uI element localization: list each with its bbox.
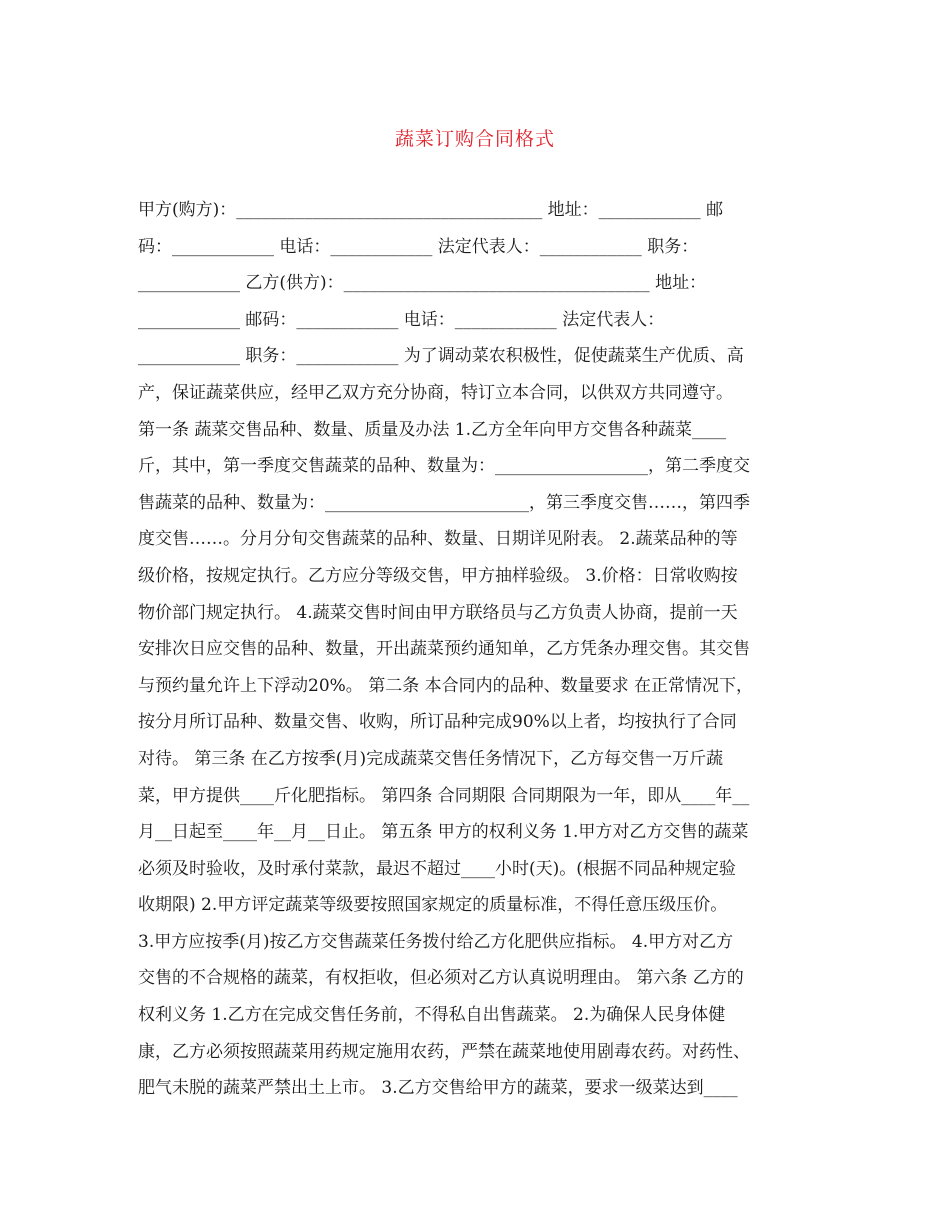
text-line: 级价格，按规定执行。乙方应分等级交售，甲方抽样验级。 3.价格：日常收购按 bbox=[138, 565, 738, 586]
text-line: ____________ 邮码：____________ 电话：____________ 法定代表人： bbox=[138, 309, 665, 330]
text-line: 菜，甲方提供____斤化肥指标。 第四条 合同期限 合同期限为一年，即从____年__ bbox=[138, 785, 750, 806]
text-line: 交售的不合规格的蔬菜，有权拒收，但必须对乙方认真说明理由。 第六条 乙方的 bbox=[138, 968, 744, 989]
document-body bbox=[138, 192, 800, 1107]
text-line: 产，保证蔬菜供应，经甲乙双方充分协商，特订立本合同，以供双方共同遵守。 bbox=[138, 382, 733, 403]
text-line: 度交售……。分月分旬交售蔬菜的品种、数量、日期详见附表。 2.蔬菜品种的等 bbox=[138, 529, 738, 550]
text-line: 安排次日应交售的品种、数量，开出蔬菜预约通知单，乙方凭条办理交售。其交售 bbox=[138, 639, 750, 660]
text-line: 与预约量允许上下浮动20%。 第二条 本合同内的品种、数量要求 在正常情况下， bbox=[138, 675, 753, 696]
text-line: ____________ 乙方(供方)：____________________________________ 地址： bbox=[138, 273, 707, 294]
text-line: 第一条 蔬菜交售品种、数量、质量及办法 1.乙方全年向甲方交售各种蔬菜____ bbox=[138, 419, 727, 440]
text-line: 物价部门规定执行。 4.蔬菜交售时间由甲方联络员与乙方负责人协商，提前一天 bbox=[138, 602, 738, 623]
text-line: 月__日起至____年__月__日止。 第五条 甲方的权利义务 1.甲方对乙方交售的蔬菜 bbox=[138, 822, 749, 843]
text-line: 3.甲方应按季(月)按乙方交售蔬菜任务拨付给乙方化肥供应指标。 4.甲方对乙方 bbox=[138, 931, 734, 952]
text-line: 码：____________ 电话：____________ 法定代表人：____________ 职务： bbox=[138, 236, 699, 257]
text-line: 对待。 第三条 在乙方按季(月)完成蔬菜交售任务情况下，乙方每交售一万斤蔬 bbox=[138, 748, 724, 769]
text-line: 售蔬菜的品种、数量为：________________________，第三季度交售……，第四季 bbox=[138, 492, 750, 513]
text-line: 肥气未脱的蔬菜严禁出土上市。 3.乙方交售给甲方的蔬菜，要求一级菜达到____ bbox=[138, 1078, 738, 1099]
text-line: 康，乙方必须按照蔬菜用药规定施用农药，严禁在蔬菜地使用剧毒农药。对药性、 bbox=[138, 1041, 750, 1062]
text-line: 必须及时验收，及时承付菜款，最迟不超过____小时(天)。(根据不同品种规定验 bbox=[138, 858, 736, 879]
text-line: 收期限) 2.甲方评定蔬菜等级要按照国家规定的质量标准，不得任意压级压价。 bbox=[138, 895, 728, 916]
text-line: ____________ 职务：____________ 为了调动菜农积极性，促使蔬菜生产优质、高 bbox=[138, 346, 744, 367]
text-line: 斤，其中，第一季度交售蔬菜的品种、数量为：__________________，第二季度交 bbox=[138, 456, 750, 477]
document-title: 蔬菜订购合同格式 bbox=[394, 128, 555, 150]
text-line: 按分月所订品种、数量交售、收购，所订品种完成90%以上者，均按执行了合同 bbox=[138, 712, 737, 733]
text-line: 权利义务 1.乙方在完成交售任务前，不得私自出售蔬菜。 2.为确保人民身体健 bbox=[138, 1005, 726, 1026]
text-line: 甲方(购方)：____________________________________ 地址：____________ 邮 bbox=[138, 200, 724, 220]
